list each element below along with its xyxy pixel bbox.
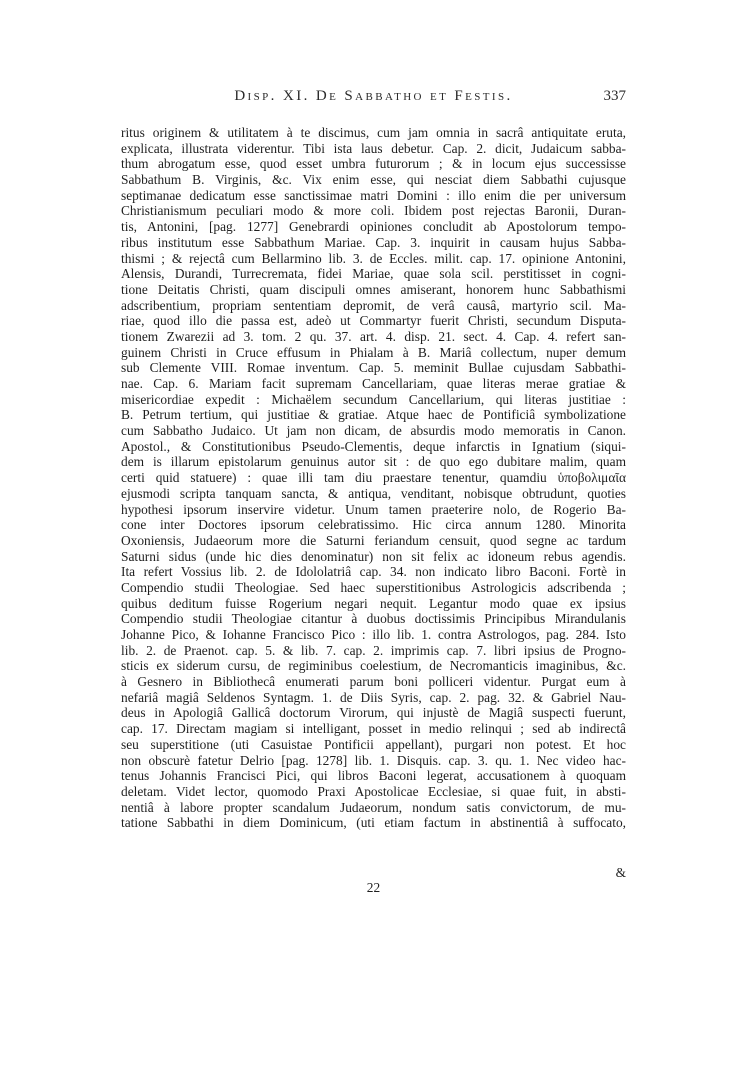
page-footer <box>121 865 626 898</box>
text-line: à Gesnero in Bibliothecâ enumerati parum boni polliceri videntur. Purgat eum à <box>121 674 626 690</box>
text-line: nefariâ magiâ Seldenos Syntagm. 1. de Diis Syris, cap. 2. pag. 32. & Gabriel Nau- <box>121 689 626 705</box>
text-line: thismi ; & rejectâ cum Bellarmino lib. 3. de Eccles. milit. cap. 17. opinione Antonini, <box>121 250 626 266</box>
text-line: tionem Zwarezii ad 3. tom. 2 qu. 37. art. 4. disp. 21. sect. 4. Cap. 4. refert san- <box>121 328 626 344</box>
text-line: Christianismum peculiari modo & more coli. Ibidem post rejectas Baronii, Duran- <box>121 203 626 219</box>
text-line: adscribentium, propriam sententiam depromit, de verâ causâ, martyrio scil. Ma- <box>121 297 626 313</box>
text-line: explicata, illustrata viderentur. Tibi ista laus debetur. Cap. 2. dicit, Judaicum sabba- <box>121 140 626 156</box>
text-line: cone inter Doctores ipsorum celebratissimo. Hic circa annum 1280. Minorita <box>121 517 626 533</box>
body-text <box>121 125 626 831</box>
text-line: Ita refert Vossius lib. 2. de Idololatriâ cap. 34. non indicato libro Baconi. Fortè in <box>121 564 626 580</box>
text-line: deletam. Videt lector, quomodo Praxi Apostolicae Ecclesiae, si quae fuit, in absti- <box>121 783 626 799</box>
page-number: 337 <box>603 88 626 104</box>
text-line: Sabbathum B. Virginis, &c. Vix enim esse, qui nesciat diem Sabbathi cujusque <box>121 172 626 188</box>
text-line: certi quid statuere) : quae illi tam diu praestare tenentur, quamdiu ὑποβολιμαῖα <box>121 470 626 486</box>
text-line: deus in Apologiâ Gallicâ doctorum Virorum, qui injustè de Magiâ suspecti fuerunt, <box>121 705 626 721</box>
text-line: tis, Antonini, [pag. 1277] Genebrardi opiniones concludit ab Apostolorum tempo- <box>121 219 626 235</box>
text-line: dem is illarum epistolarum genuinus autor sit : de quo ego dubitare malim, quam <box>121 454 626 470</box>
text-line: guinem Christi in Cruce effusum in Phialam à B. Mariâ collectum, nuper demum <box>121 344 626 360</box>
text-line: cap. 17. Directam magiam si intelligant, posset in medio relinqui ; sed ab indirectâ <box>121 721 626 737</box>
text-line: Apostol., & Constitutionibus Pseudo-Clementis, deque infarctis in Ignatium (siqui- <box>121 438 626 454</box>
text-line: Alensis, Durandi, Turrecremata, fidei Mariae, quae sola scil. perstitisset in cogni- <box>121 266 626 282</box>
text-line: riae, quod illo die passa est, adeò ut Commartyr fuerit Christi, secundum Disputa- <box>121 313 626 329</box>
text-line: tione Deitatis Christi, quam discipuli omnes amiserant, honorem hunc Sabbathismi <box>121 281 626 297</box>
text-line: ejusmodi scripta tanquam sancta, & antiqua, venditant, nobisque obtrudunt, quoties <box>121 485 626 501</box>
text-line: lib. 2. de Praenot. cap. 5. & lib. 7. cap. 2. imprimis cap. 7. libri ipsius de Progno- <box>121 642 626 658</box>
text-line: ribus institutum esse Sabbathum Mariae. Cap. 3. inquirit in causam hujus Sabba- <box>121 234 626 250</box>
text-line: Compendio studii Theologiae. Sed haec superstitionibus Astrologicis adscribenda ; <box>121 579 626 595</box>
text-line: Johanne Pico, & Iohanne Francisco Pico : illo lib. 1. contra Astrologos, pag. 284. Isto <box>121 627 626 642</box>
text-line: cum Sabbatho Judaico. Ut jam non dicam, de absurdis modo memoratis in Canon. <box>121 423 626 439</box>
text-line: sub Clemente VIII. Romae inventum. Cap. 5. meminit Bullae cujusdam Sabbathi- <box>121 360 626 376</box>
text-line: quibus deditum fuisse Rogerium negari nequit. Legantur modo quae ex ipsius <box>121 595 626 611</box>
text-line: misericordiae expedit : Michaëlem secundum Cancellarium, qui literas justitiae : <box>121 391 626 407</box>
text-line: thum abrogatum esse, quod esset umbra futurorum ; & in locum ejus successisse <box>121 156 626 172</box>
text-line: septimanae dedicatum esse sanctissimae matri Domini : illo enim die per universum <box>121 187 626 203</box>
text-line: non obscurè fatetur Delrio [pag. 1278] lib. 1. Disquis. cap. 3. qu. 1. Nec video hac- <box>121 752 626 768</box>
text-line: B. Petrum tertium, qui justitiae & gratiae. Atque haec de Pontificiâ symbolizatione <box>121 407 626 423</box>
running-head: Disp. XI. De Sabbatho et Festis. <box>234 88 513 104</box>
text-line: tenus Johannis Francisci Pici, qui libros Baconi legerat, accusationem à quoquam <box>121 768 626 784</box>
signature-mark: 22 <box>366 880 381 895</box>
text-line: Saturni sidus (unde hic dies denominatur) non sit felix ac idoneum rebus agendis. <box>121 548 626 564</box>
text-line: sticis ex siderum cursu, de regiminibus coelestium, de Necromanticis imaginibus, &c. <box>121 658 626 674</box>
text-line: tatione Sabbathi in diem Dominicum, (uti etiam factum in abstinentiâ à suffocato, <box>121 815 626 831</box>
text-line: nentiâ à labore propter scandalum Judaeorum, nondum satis convictorum, de mu- <box>121 799 626 815</box>
text-line: Compendio studii Theologiae citantur à duobus doctissimis Principibus Mirandulanis <box>121 611 626 627</box>
text-line: Oxoniensis, Judaeorum more die Saturni feriandum censuit, quod segne ac tardum <box>121 532 626 548</box>
text-line: ritus originem & utilitatem à te discimus, cum jam omnia in sacrâ antiquitate eruta, <box>121 125 626 140</box>
page-header <box>121 88 626 110</box>
text-line: seu superstitione (uti Casuistae Pontificii appellant), purgari non potest. Et hoc <box>121 736 626 752</box>
catchword: & <box>615 865 626 880</box>
text-line: nae. Cap. 6. Mariam facit supremam Cancellariam, quae literas merae gratiae & <box>121 376 626 391</box>
text-line: hypothesi ipsorum inservire videtur. Unum tamen praeterire nolo, de Rogerio Ba- <box>121 501 626 517</box>
